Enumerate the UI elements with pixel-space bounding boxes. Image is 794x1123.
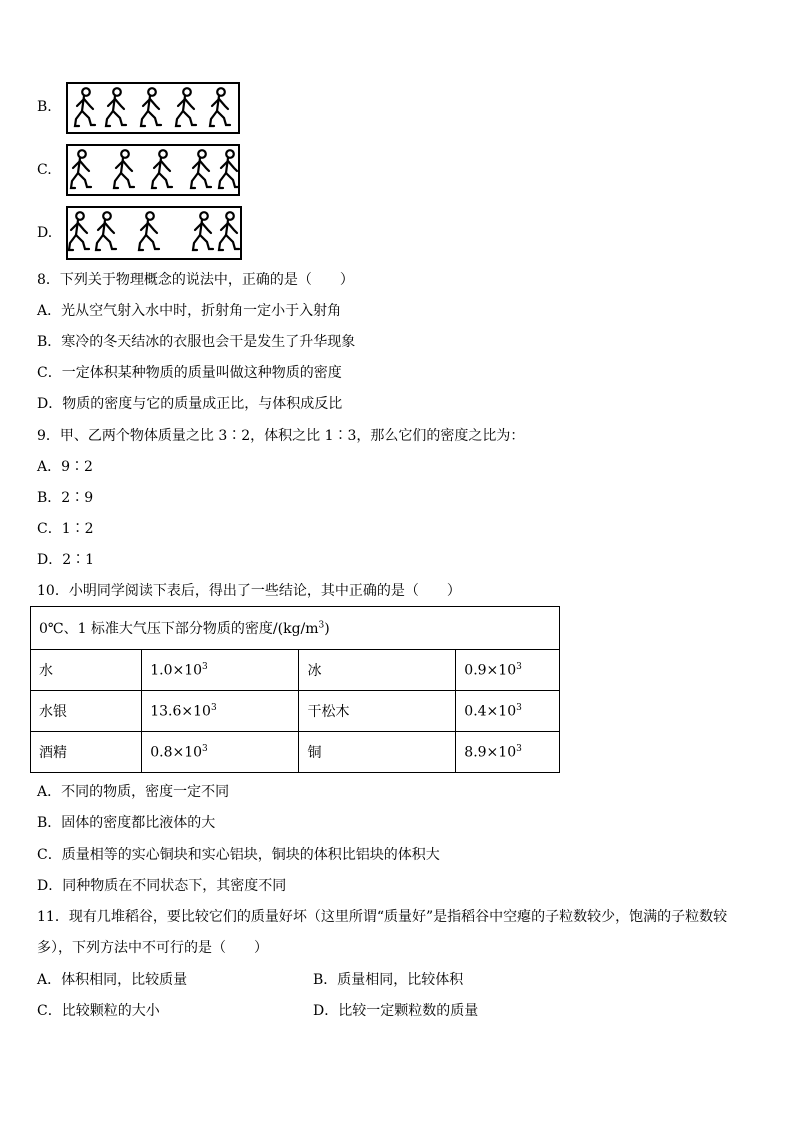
q11-stem-line1: 11．现有几堆稻谷，要比较它们的质量好坏（这里所谓“质量好”是指稻谷中空瘪的子粒数较少，饱满的子粒数较	[37, 909, 728, 925]
q7-option-b-figure	[66, 82, 240, 134]
table-title: 0℃、1 标准大气压下部分物质的密度$/(kg/m^3)$	[31, 607, 560, 650]
q10-stem: 10．小明同学阅读下表后，得出了一些结论，其中正确的是（ ）	[37, 583, 461, 599]
q9-option-c: C．1∶2	[37, 521, 94, 537]
q8-option-c: C．一定体积某种物质的质量叫做这种物质的密度	[37, 365, 342, 381]
table-header-row	[31, 607, 560, 650]
q11-option-b: B．质量相同，比较体积	[313, 972, 464, 988]
table-row	[31, 691, 560, 732]
table-cell-substance: 酒精	[31, 732, 142, 773]
q7-option-c-figure	[66, 144, 240, 196]
walker-figure-icon	[69, 212, 89, 250]
walker-figure-icon	[191, 150, 211, 188]
q11-stem-line2: 多），下列方法中不可行的是（ ）	[37, 940, 268, 956]
table-cell-substance: 冰	[299, 650, 456, 691]
table-cell-substance: 水银	[31, 691, 142, 732]
q10-option-a: A．不同的物质，密度一定不同	[37, 784, 230, 800]
q7-option-d-figure	[66, 206, 242, 260]
walker-figure-icon	[75, 88, 95, 126]
table-cell-density: $1.0\times 10^3$	[142, 650, 299, 691]
table-cell-density: $13.6\times 10^3$	[142, 691, 299, 732]
q9-stem: 9．甲、乙两个物体质量之比 3∶2，体积之比 1∶3，那么它们的密度之比为：	[37, 428, 525, 444]
walker-figure-icon	[210, 88, 230, 126]
walker-figure-icon	[114, 150, 134, 188]
walker-figure-icon	[176, 88, 196, 126]
q11-option-d: D．比较一定颗粒数的质量	[313, 1003, 479, 1019]
table-cell-substance: 水	[31, 650, 142, 691]
q9-option-a: A．9∶2	[37, 459, 93, 475]
walker-figure-icon	[139, 212, 159, 250]
table-cell-density: $0.9\times 10^3$	[456, 650, 560, 691]
table-cell-substance: 铜	[299, 732, 456, 773]
table-cell-substance: 干松木	[299, 691, 456, 732]
density-table	[30, 606, 560, 773]
q10-option-b: B．固体的密度都比液体的大	[37, 815, 216, 831]
q7-option-c-label: C.	[37, 162, 52, 178]
walker-figure-icon	[219, 212, 239, 250]
walker-figure-icon	[141, 88, 161, 126]
q8-option-a: A．光从空气射入水中时，折射角一定小于入射角	[37, 303, 342, 319]
q8-option-d: D．物质的密度与它的质量成正比，与体积成反比	[37, 396, 343, 412]
walker-figure-icon	[106, 88, 126, 126]
q10-option-d: D．同种物质在不同状态下，其密度不同	[37, 878, 287, 894]
q9-option-d: D．2∶1	[37, 552, 95, 568]
q9-option-b: B．2∶9	[37, 490, 94, 506]
q7-option-d-label: D.	[37, 225, 53, 241]
q8-stem: 8．下列关于物理概念的说法中，正确的是（ ）	[37, 272, 354, 288]
q7-option-b-label: B.	[37, 99, 52, 115]
q11-option-c: C．比较颗粒的大小	[37, 1003, 160, 1019]
walker-figure-icon	[71, 150, 91, 188]
walker-figure-icon	[219, 150, 238, 188]
walker-figure-icon	[152, 150, 172, 188]
q8-option-b: B．寒冷的冬天结冰的衣服也会干是发生了升华现象	[37, 334, 356, 350]
table-cell-density: $0.8\times 10^3$	[142, 732, 299, 773]
table-row	[31, 732, 560, 773]
walker-figure-icon	[193, 212, 213, 250]
table-row	[31, 650, 560, 691]
q10-option-c: C．质量相等的实心铜块和实心铝块，铜块的体积比铝块的体积大	[37, 847, 440, 863]
q11-option-a: A．体积相同，比较质量	[37, 972, 188, 988]
table-cell-density: $0.4\times 10^3$	[456, 691, 560, 732]
table-cell-density: $8.9\times 10^3$	[456, 732, 560, 773]
walker-figure-icon	[96, 212, 116, 250]
